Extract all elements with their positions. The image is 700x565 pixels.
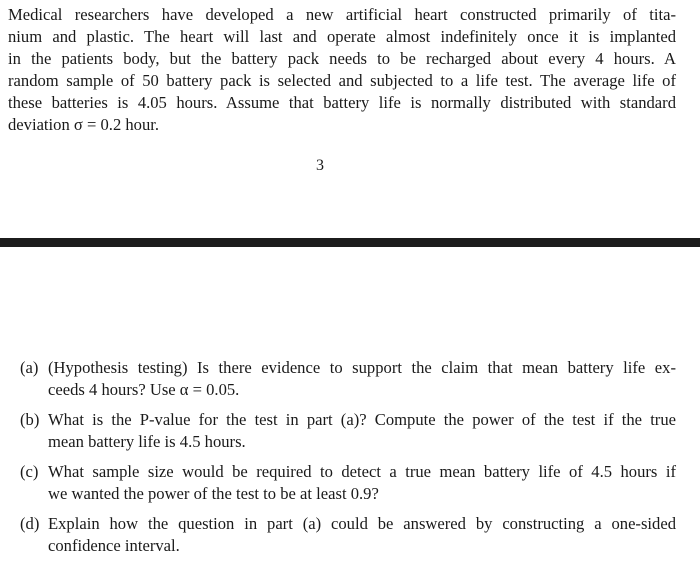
question-c: [20, 461, 676, 505]
question-text: [48, 461, 676, 505]
question-line: mean battery life is 4.5 hours.: [48, 432, 246, 451]
question-line: we wanted the power of the test to be at least 0.9?: [48, 484, 379, 503]
question-line: confidence interval.: [48, 536, 180, 555]
question-a: [20, 357, 676, 401]
question-line: Explain how the question in part (a) could be answered by constructing a one-sided: [48, 514, 676, 533]
problem-line: random sample of 50 battery pack is selected and subjected to a life test. The average life of: [8, 71, 676, 90]
problem-line: nium and plastic. The heart will last and operate almost indefinitely once it is implanted: [8, 27, 676, 46]
question-text: [48, 409, 676, 453]
question-b: [20, 409, 676, 453]
problem-line: Medical researchers have developed a new artificial heart constructed primarily of tita-: [8, 5, 676, 24]
page-number: 3: [316, 157, 324, 174]
page-divider: [0, 238, 700, 247]
question-text: [48, 513, 676, 557]
problem-line: deviation σ = 0.2 hour.: [8, 115, 160, 134]
problem-statement: [8, 4, 676, 136]
question-line: What is the P-value for the test in part (a)? Compute the power of the test if the true: [48, 410, 676, 429]
problem-line: these batteries is 4.05 hours. Assume that battery life is normally distributed with standard: [8, 93, 676, 112]
question-label: (a): [20, 358, 39, 377]
question-line: (Hypothesis testing) Is there evidence to support the claim that mean battery life ex-: [48, 358, 676, 377]
question-text: [48, 357, 676, 401]
question-line: What sample size would be required to detect a true mean battery life of 4.5 hours if: [48, 462, 676, 481]
question-label: (d): [20, 514, 40, 533]
problem-line: in the patients body, but the battery pack needs to be recharged about every 4 hours. A: [8, 49, 676, 68]
question-d: [20, 513, 676, 557]
question-label: (b): [20, 410, 40, 429]
question-line: ceeds 4 hours? Use α = 0.05.: [48, 380, 240, 399]
question-label: (c): [20, 462, 39, 481]
question-list: [20, 357, 676, 565]
